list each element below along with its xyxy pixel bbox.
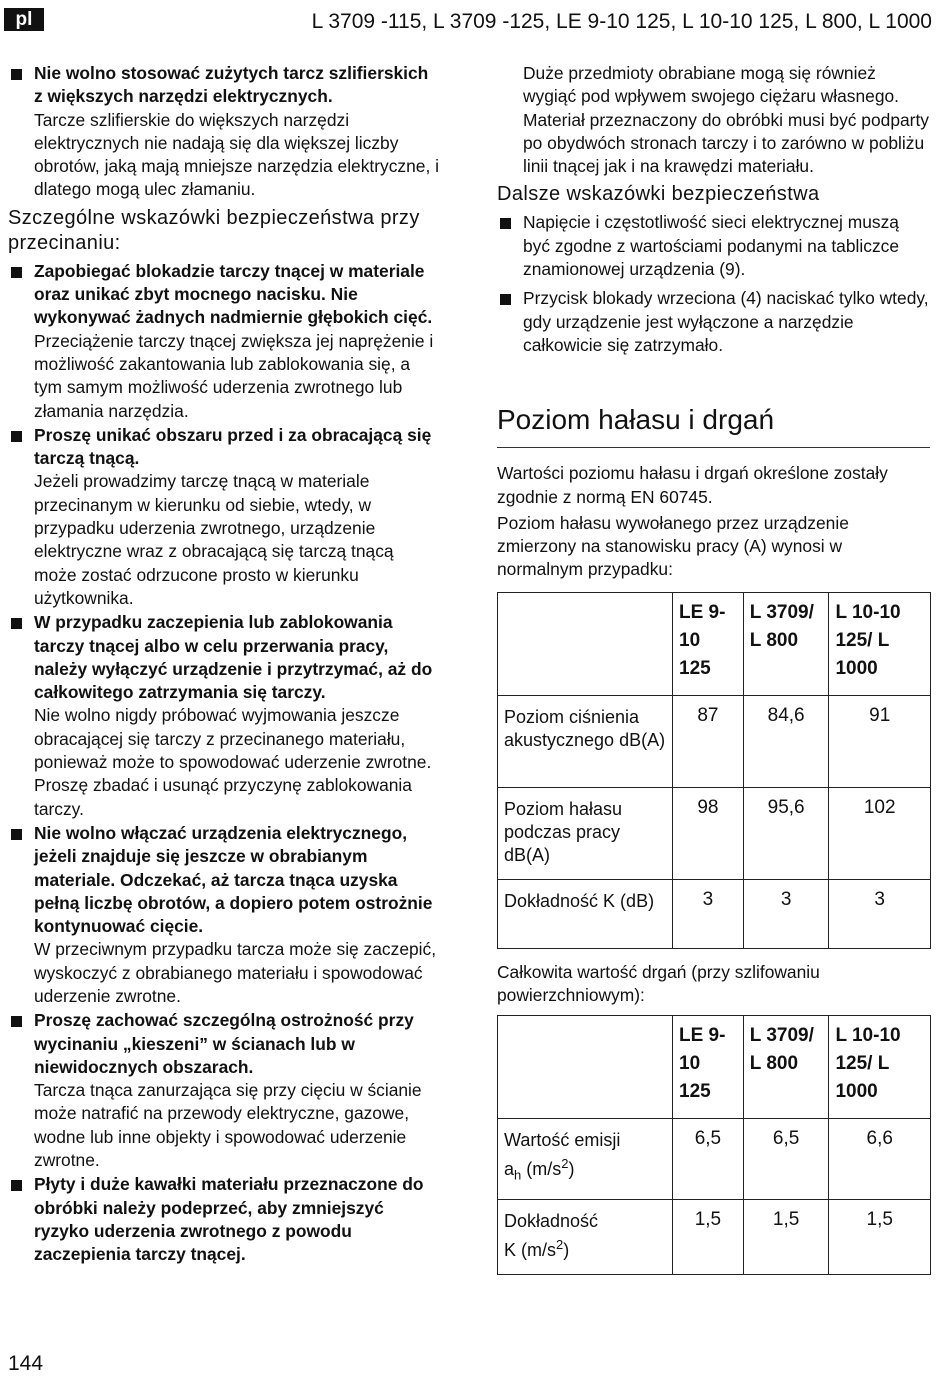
- bullet-text: Napięcie i częstotliwość sieci elektrycznej muszą być zgodne z wartościami podanymi na tabliczce znamionowej urządzenia (9).: [523, 212, 900, 280]
- table-cell: 6,5: [673, 1119, 744, 1200]
- bullet-item: [8, 1173, 440, 1266]
- bullet-bold: Proszę unikać obszaru przed i za obracającą się tarczą tnącą.: [34, 424, 432, 469]
- continued-text: Duże przedmioty obrabiane mogą się również wygiąć pod wpływem swojego ciężaru własnego. Materiał przeznaczony do obróbki musi być podparty po obydwóch stronach tarczy i to zarówno w pobliżu linii tnącej jak i na krawędzi materiału.: [523, 63, 929, 177]
- left-column: [8, 62, 440, 1268]
- table-row-label: Poziom hałasu podczas pracy dB(A): [498, 787, 673, 879]
- label-subscript: h: [514, 1167, 522, 1183]
- table-column-header: L 10-10 125/ L 1000: [829, 1016, 931, 1119]
- bullet-item: [8, 424, 440, 610]
- table-cell: 87: [673, 695, 744, 787]
- bullet-item: [8, 611, 440, 821]
- bullet-bold: Nie wolno stosować zużytych tarcz szlifierskich z większych narzędzi elektrycznych.: [34, 63, 429, 107]
- label-unit-close: ): [568, 1159, 575, 1180]
- bullet-bold: Nie wolno włączać urządzenia elektrycznego, jeżeli znajduje się jeszcze w obrabianym materiale. Odczekać, aż tarcza tnąca uzyska pełną liczbę obrotów, a dopiero potem ostrożnie kontynuować cięcie.: [34, 822, 433, 937]
- bullet-item: [497, 287, 930, 357]
- table-cell: 3: [673, 879, 744, 948]
- heading-rule: [497, 447, 930, 448]
- table-cell: 1,5: [743, 1199, 829, 1274]
- bullet-item: [8, 1009, 440, 1172]
- bullet-text: Przeciążenie tarczy tnącej zwiększa jej naprężenie i możliwość zakantowania lub zablokowania się, a tym samym możliwość uderzenia zwrotnego lub złamania narzędzia.: [34, 330, 434, 421]
- table-column-header: LE 9-10 125: [673, 592, 744, 695]
- model-header: L 3709 -115, L 3709 -125, LE 9-10 125, L 10-10 125, L 800, L 1000: [311, 10, 932, 33]
- label-text: Dokładność: [504, 1210, 599, 1231]
- table-cell: 3: [829, 879, 931, 948]
- bullet-text: Nie wolno nigdy próbować wyjmowania jeszcze obracającej się tarczy z przecinanego materiału, ponieważ może to spowodować uderzenie zwrotne. Proszę zbadać i usunąć przyczynę zablokowania tarczy.: [34, 705, 432, 819]
- label-unit: K (m/s: [504, 1239, 556, 1260]
- table-row: [498, 695, 931, 787]
- table-header-row: [498, 1016, 931, 1119]
- table-cell: 98: [673, 787, 744, 879]
- label-symbol: a: [504, 1159, 515, 1180]
- table-cell-empty: [498, 1016, 673, 1119]
- table-cell: 84,6: [743, 695, 829, 787]
- bullet-item: [8, 822, 440, 1008]
- bullet-item: [497, 211, 930, 281]
- bullet-text: Przycisk blokady wrzeciona (4) naciskać tylko wtedy, gdy urządzenie jest wyłączone a narzędzie całkowicie się zatrzymało.: [523, 288, 929, 355]
- table-cell: 102: [829, 787, 931, 879]
- bullet-item: [8, 260, 440, 423]
- table-row: [498, 1119, 931, 1200]
- bullet-bold: Proszę zachować szczególną ostrożność przy wycinaniu „kieszeni” w ścianach lub w niewidocznych obszarach.: [34, 1010, 414, 1077]
- paragraph: Całkowita wartość drgań (przy szlifowaniu powierzchniowym):: [497, 961, 820, 1006]
- paragraph: Wartości poziomu hałasu i drgań określone zostały zgodnie z normą EN 60745.: [497, 463, 888, 507]
- table-column-header: L 3709/ L 800: [743, 592, 829, 695]
- paragraph: Poziom hałasu wywołanego przez urządzenie zmierzony na stanowisku pracy (A) wynosi w normalnym przypadku:: [497, 512, 849, 580]
- table-cell: 6,6: [829, 1119, 931, 1200]
- bullet-item: [8, 62, 440, 202]
- table-header-row: [498, 592, 931, 695]
- section-heading: Poziom hałasu i drgań: [497, 404, 775, 436]
- label-unit: (m/s: [521, 1159, 562, 1180]
- table-cell: 6,5: [743, 1119, 829, 1200]
- table-cell: 91: [829, 695, 931, 787]
- table-cell-empty: [498, 592, 673, 695]
- right-column: [497, 62, 930, 1275]
- section-subheading: Szczególne wskazówki bezpieczeństwa przy przecinaniu:: [8, 206, 420, 254]
- language-badge: pl: [4, 8, 44, 31]
- noise-table: [497, 592, 931, 949]
- page-number: 144: [8, 1352, 44, 1375]
- table-row-label: Dokładność K (dB): [498, 879, 673, 948]
- table-row: [498, 1199, 931, 1274]
- bullet-text: Tarcza tnąca zanurzająca się przy cięciu w ścianie może natrafić na przewody elektryczne, gazowe, wodne lub inne objekty i spowodować uderzenie zwrotne.: [34, 1080, 422, 1171]
- label-superscript: 2: [561, 1156, 569, 1172]
- bullet-bold: W przypadku zaczepienia lub zablokowania tarczy tnącej albo w celu przerwania pracy, należy wyłączyć urządzenie i przytrzymać, aż do całkowitego zatrzymania się tarczy.: [34, 612, 433, 703]
- table-row: [498, 787, 931, 879]
- table-cell: 1,5: [673, 1199, 744, 1274]
- vibration-table: [497, 1015, 931, 1275]
- table-cell: 1,5: [829, 1199, 931, 1274]
- label-text: Wartość emisji: [504, 1130, 621, 1151]
- label-unit-close: ): [563, 1239, 570, 1260]
- bullet-text: W przeciwnym przypadku tarcza może się zaczepić, wyskoczyć z obrabianego materiału i spowodować uderzenie zwrotne.: [34, 939, 437, 1006]
- table-row-label: [498, 1119, 673, 1200]
- table-row: [498, 879, 931, 948]
- table-column-header: L 3709/ L 800: [743, 1016, 829, 1119]
- table-cell: 3: [743, 879, 829, 948]
- bullet-bold: Zapobiegać blokadzie tarczy tnącej w materiale oraz unikać zbyt mocnego nacisku. Nie wykonywać żadnych nadmiernie głębokich cięć.: [34, 260, 433, 328]
- section-subheading: Dalsze wskazówki bezpieczeństwa: [497, 183, 820, 206]
- bullet-text: Jeżeli prowadzimy tarczę tnącą w materiale przecinanym w kierunku od siebie, wtedy, w przypadku uderzenia zwrotnego, urządzenie elektryczne wraz z obracającą się tarczą tnącą może zostać odrzucone prosto w kierunku użytkownika.: [34, 471, 394, 608]
- table-column-header: LE 9-10 125: [673, 1016, 744, 1119]
- table-column-header: L 10-10 125/ L 1000: [829, 592, 931, 695]
- table-row-label: [498, 1199, 673, 1274]
- table-row-label: Poziom ciśnienia akustycznego dB(A): [498, 695, 673, 787]
- bullet-bold: Płyty i duże kawałki materiału przeznaczone do obróbki należy podeprzeć, aby zmniejszyć ryzyko uderzenia zwrotnego z powodu zaczepienia tarczy tnącej.: [34, 1174, 424, 1265]
- bullet-text: Tarcze szlifierskie do większych narzędzi elektrycznych nie nadają się dla większej liczby obrotów, jaką mają mniejsze narzędzia elektryczne, i dlatego mogą ulec złamaniu.: [34, 109, 440, 200]
- table-cell: 95,6: [743, 787, 829, 879]
- label-superscript: 2: [556, 1236, 564, 1252]
